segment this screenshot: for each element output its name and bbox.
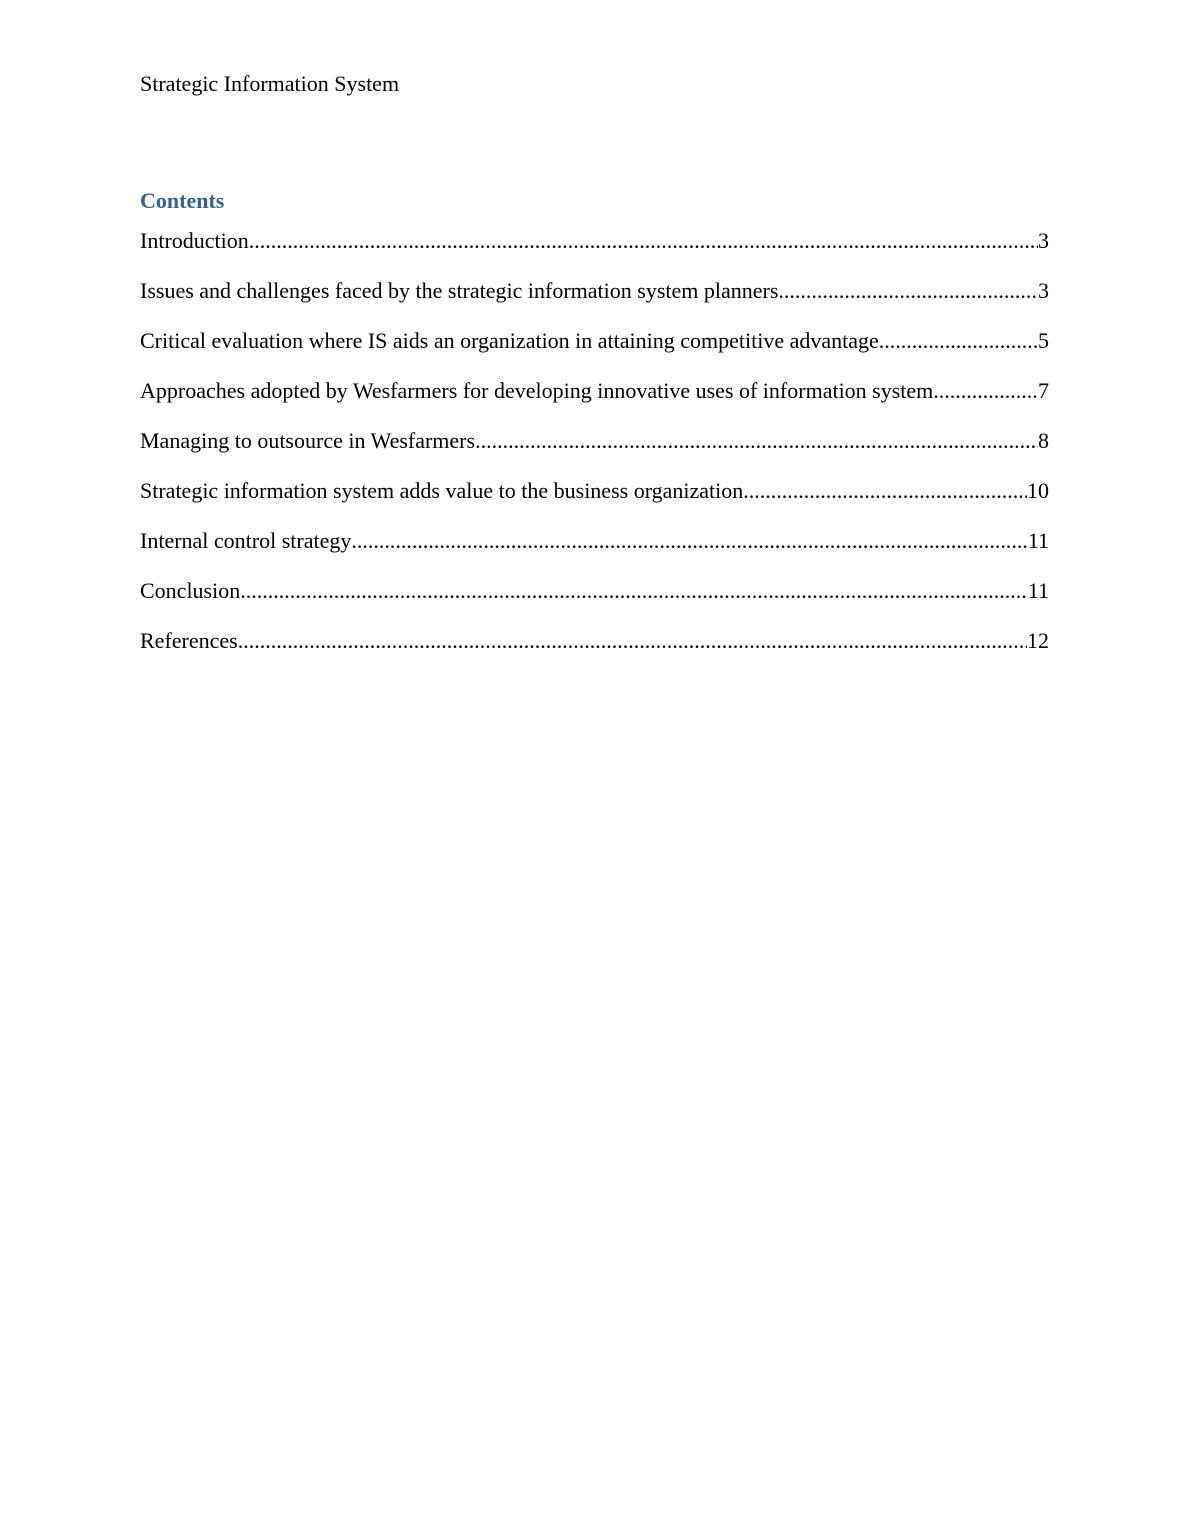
toc-dot-leader (743, 477, 1027, 505)
table-of-contents (140, 227, 1049, 677)
toc-entry-title: Managing to outsource in Wesfarmers (140, 428, 476, 453)
toc-entry-adds-value[interactable] (140, 477, 1049, 527)
toc-dot-leader (249, 227, 1038, 255)
toc-dot-leader (879, 327, 1038, 355)
toc-dot-leader (475, 427, 1038, 455)
toc-dot-leader (778, 277, 1038, 305)
toc-entry-managing-outsource[interactable] (140, 427, 1049, 477)
toc-dot-leader (240, 577, 1028, 605)
toc-entry-title: References (140, 628, 238, 653)
toc-entry-title: Issues and challenges faced by the strategic information system planners (140, 278, 779, 303)
toc-dot-leader (933, 377, 1038, 405)
toc-entry-page: 3 (1038, 278, 1049, 303)
toc-entry-page: 8 (1038, 428, 1049, 453)
toc-entry-conclusion[interactable] (140, 577, 1049, 627)
toc-entry-internal-control[interactable] (140, 527, 1049, 577)
toc-heading: Contents (140, 188, 225, 213)
toc-entry-introduction[interactable] (140, 227, 1049, 277)
toc-entry-title: Approaches adopted by Wesfarmers for developing innovative uses of information system (140, 378, 934, 403)
toc-entry-page: 10 (1027, 478, 1049, 503)
toc-entry-page: 12 (1027, 628, 1049, 653)
toc-entry-critical-evaluation[interactable] (140, 327, 1049, 377)
toc-entry-page: 11 (1027, 528, 1049, 553)
toc-entry-page: 11 (1027, 578, 1049, 603)
toc-entry-title: Strategic information system adds value to the business organization (140, 478, 744, 503)
toc-entry-title: Introduction (140, 228, 249, 253)
toc-entry-title: Internal control strategy (140, 528, 352, 553)
toc-dot-leader (238, 627, 1027, 655)
toc-entry-title: Critical evaluation where IS aids an organization in attaining competitive advantage (140, 328, 879, 353)
toc-entry-issues-and-challenges[interactable] (140, 277, 1049, 327)
toc-entry-title: Conclusion (140, 578, 241, 603)
toc-entry-page: 3 (1038, 228, 1049, 253)
toc-entry-approaches-adopted[interactable] (140, 377, 1049, 427)
toc-entry-references[interactable] (140, 627, 1049, 677)
toc-dot-leader (351, 527, 1027, 555)
toc-entry-page: 7 (1038, 378, 1049, 403)
toc-entry-page: 5 (1038, 328, 1049, 353)
page-header-title: Strategic Information System (140, 71, 400, 96)
